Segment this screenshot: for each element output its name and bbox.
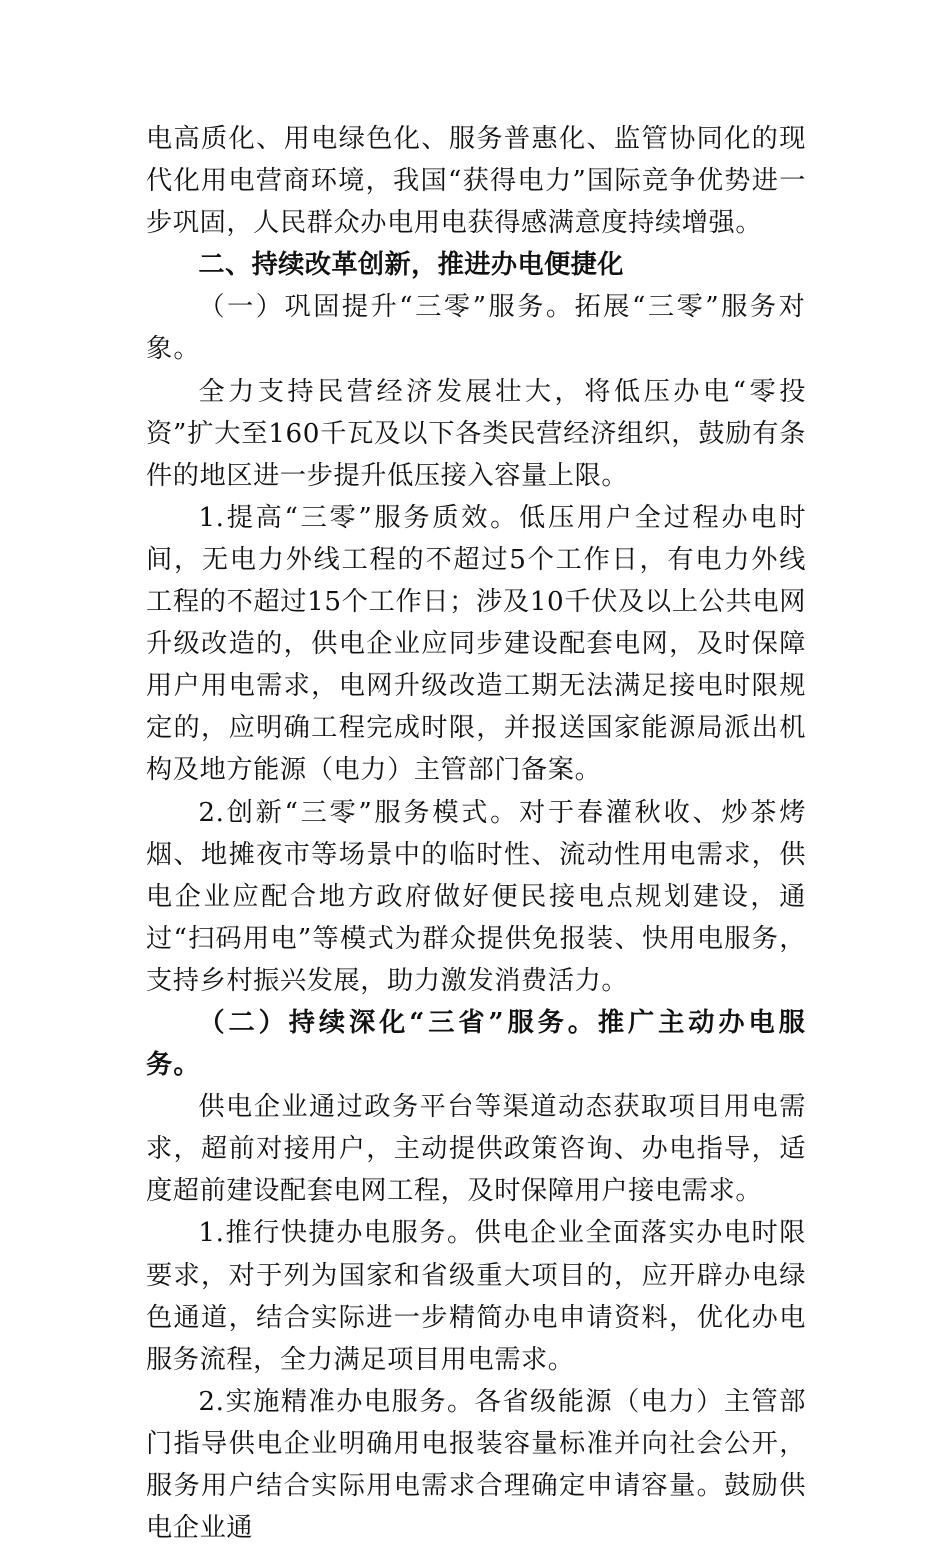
paragraph-proactive-service: 供电企业通过政务平台等渠道动态获取项目用电需求，超前对接用户，主动提供政策咨询、办电指导，适度超前建设配套电网工程，及时保障用户接电需求。 <box>146 1092 806 1207</box>
paragraph-item-1-quality: 1.提高“三零”服务质效。低压用户全过程办电时间，无电力外线工程的不超过5个工作日，有电力外线工程的不超过15个工作日；涉及10千伏及以上公共电网升级改造的，供电企业应同步建设配套电网，及时保障用户用电需求，电网升级改造工期无法满足接电时限规定的，应明确工程完成时限，并报送国家能源局派出机构及地方能源（电力）主管部门备案。 <box>146 502 806 786</box>
paragraph-private-economy: 全力支持民营经济发展壮大，将低压办电“零投资”扩大至160千瓦及以下各类民营经济组织，鼓励有条件的地区进一步提升低压接入容量上限。 <box>146 376 806 491</box>
document-body <box>146 118 806 1549</box>
paragraph-item-2-precise: 2.实施精准办电服务。各省级能源（电力）主管部门指导供电企业明确用电报装容量标准并向社会公开，服务用户结合实际用电需求合理确定申请容量。鼓励供电企业通 <box>146 1386 806 1544</box>
paragraph-item-2-mode: 2.创新“三零”服务模式。对于春灌秋收、炒茶烤烟、地摊夜市等场景中的临时性、流动性用电需求，供电企业应配合地方政府做好便民接电点规划建设，通过“扫码用电”等模式为群众提供免报装、快用电服务，支持乡村振兴发展，助力激发消费活力。 <box>146 797 806 996</box>
subsection-heading-1: （一）巩固提升“三零”服务。拓展“三零”服务对象。 <box>146 292 806 365</box>
subsection-heading-2: （二）持续深化“三省”服务。推广主动办电服务。 <box>146 1006 806 1081</box>
paragraph-item-1-fast: 1.推行快捷办电服务。供电企业全面落实办电时限要求，对于列为国家和省级重大项目的，应开辟办电绿色通道，结合实际进一步精简办电申请资料，优化办电服务流程，全力满足项目用电需求。 <box>146 1218 806 1375</box>
paragraph-continuation: 电高质化、用电绿色化、服务普惠化、监管协同化的现代化用电营商环境，我国“获得电力”国际竞争优势进一步巩固，人民群众办电用电获得感满意度持续增强。 <box>146 124 806 239</box>
section-heading-2: 二、持续改革创新，推进办电便捷化 <box>198 250 624 281</box>
